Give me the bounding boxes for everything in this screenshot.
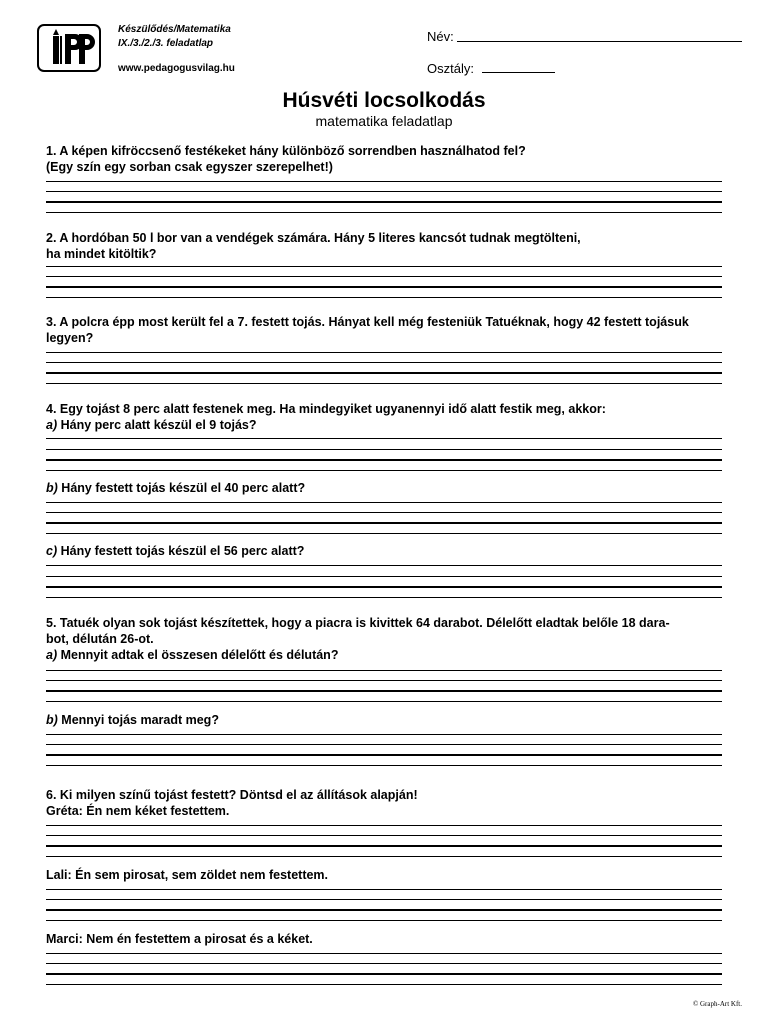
- question-6-marci: Marci: Nem én festettem a pirosat és a kéket.: [46, 932, 313, 946]
- answer-line[interactable]: [46, 744, 722, 745]
- question-4c: c) Hány festett tojás készül el 56 perc alatt?: [46, 544, 305, 558]
- question-1-line-1: 1. A képen kifröccsenő festékeket hány különböző sorrendben használhatod fel?: [46, 144, 526, 158]
- question-1-line-2: (Egy szín egy sorban csak egyszer szerepelhet!): [46, 160, 333, 174]
- answer-line[interactable]: [46, 502, 722, 503]
- class-field[interactable]: [482, 72, 555, 73]
- question-6-line-1: 6. Ki milyen színű tojást festett? Döntsd el az állítások alapján!: [46, 788, 418, 802]
- worksheet-code: IX./3./2./3. feladatlap: [118, 38, 214, 49]
- answer-line[interactable]: [46, 191, 722, 192]
- answer-line[interactable]: [46, 212, 722, 213]
- answer-line[interactable]: [46, 352, 722, 353]
- answer-line[interactable]: [46, 276, 722, 277]
- answer-line[interactable]: [46, 680, 722, 681]
- answer-line[interactable]: [46, 856, 722, 857]
- answer-line[interactable]: [46, 297, 722, 298]
- page-subtitle: matematika feladatlap: [315, 113, 453, 129]
- answer-line[interactable]: [46, 953, 722, 954]
- answer-line[interactable]: [46, 765, 722, 766]
- question-4b: b) Hány festett tojás készül el 40 perc alatt?: [46, 481, 306, 495]
- answer-line[interactable]: [46, 383, 722, 384]
- question-3: [46, 314, 722, 346]
- question-4a: a) Hány perc alatt készül el 9 tojás?: [46, 418, 257, 432]
- question-5: [46, 615, 722, 663]
- question-5-line-1: 5. Tatuék olyan sok tojást készítettek, hogy a piacra is kivittek 64 darabot. Délelőtt eladtak belőle 18 dara-: [46, 616, 670, 630]
- answer-line[interactable]: [46, 512, 722, 513]
- answer-line[interactable]: [46, 825, 722, 826]
- answer-line[interactable]: [46, 565, 722, 566]
- answer-line[interactable]: [46, 533, 722, 534]
- answer-line[interactable]: [46, 690, 722, 692]
- answer-line[interactable]: [46, 266, 722, 267]
- publisher-logo: [37, 24, 101, 72]
- page-title: Húsvéti locsolkodás: [282, 89, 486, 112]
- website-link[interactable]: www.pedagogusvilag.hu: [118, 63, 235, 74]
- question-2-line-1: 2. A hordóban 50 l bor van a vendégek számára. Hány 5 literes kancsót tudnak megtölteni,: [46, 231, 581, 245]
- answer-line[interactable]: [46, 845, 722, 847]
- answer-line[interactable]: [46, 449, 722, 450]
- copyright-notice: © Graph-Art Kft.: [692, 1000, 742, 1008]
- question-5-line-2: bot, délután 26-ot.: [46, 632, 154, 646]
- answer-line[interactable]: [46, 701, 722, 702]
- answer-line[interactable]: [46, 201, 722, 203]
- answer-line[interactable]: [46, 920, 722, 921]
- name-field[interactable]: [457, 41, 742, 42]
- subject-line: Készülődés/Matematika: [118, 24, 231, 35]
- name-label: Név:: [427, 29, 454, 44]
- answer-line[interactable]: [46, 889, 722, 890]
- answer-line[interactable]: [46, 670, 722, 671]
- question-1: [46, 143, 722, 175]
- answer-line[interactable]: [46, 963, 722, 964]
- answer-line[interactable]: [46, 909, 722, 911]
- answer-line[interactable]: [46, 835, 722, 836]
- question-6: [46, 787, 722, 819]
- answer-line[interactable]: [46, 372, 722, 374]
- answer-line[interactable]: [46, 734, 722, 735]
- answer-line[interactable]: [46, 754, 722, 756]
- question-3-line-1: 3. A polcra épp most került fel a 7. festett tojás. Hányat kell még festeniük Tatuéknak, hogy 42 festett tojásuk: [46, 315, 689, 329]
- question-6-greta: Gréta: Én nem kéket festettem.: [46, 804, 230, 818]
- answer-line[interactable]: [46, 459, 722, 461]
- answer-line[interactable]: [46, 899, 722, 900]
- question-6-lali: Lali: Én sem pirosat, sem zöldet nem festettem.: [46, 868, 329, 882]
- answer-line[interactable]: [46, 576, 722, 577]
- question-5b: b) Mennyi tojás maradt meg?: [46, 713, 219, 727]
- answer-line[interactable]: [46, 181, 722, 182]
- question-3-line-2: legyen?: [46, 331, 94, 345]
- class-label: Osztály:: [427, 61, 474, 76]
- question-2: [46, 230, 722, 262]
- question-4-line-1: 4. Egy tojást 8 perc alatt festenek meg. Ha mindegyiket ugyanennyi idő alatt festik meg, akkor:: [46, 402, 606, 416]
- answer-line[interactable]: [46, 438, 722, 439]
- answer-line[interactable]: [46, 286, 722, 288]
- question-2-line-2: ha mindet kitöltik?: [46, 247, 157, 261]
- question-4: [46, 401, 722, 433]
- answer-line[interactable]: [46, 362, 722, 363]
- answer-line[interactable]: [46, 470, 722, 471]
- answer-line[interactable]: [46, 597, 722, 598]
- question-5a: a) Mennyit adtak el összesen délelőtt és délután?: [46, 648, 339, 662]
- answer-line[interactable]: [46, 522, 722, 524]
- answer-line[interactable]: [46, 586, 722, 588]
- answer-line[interactable]: [46, 984, 722, 985]
- answer-line[interactable]: [46, 973, 722, 975]
